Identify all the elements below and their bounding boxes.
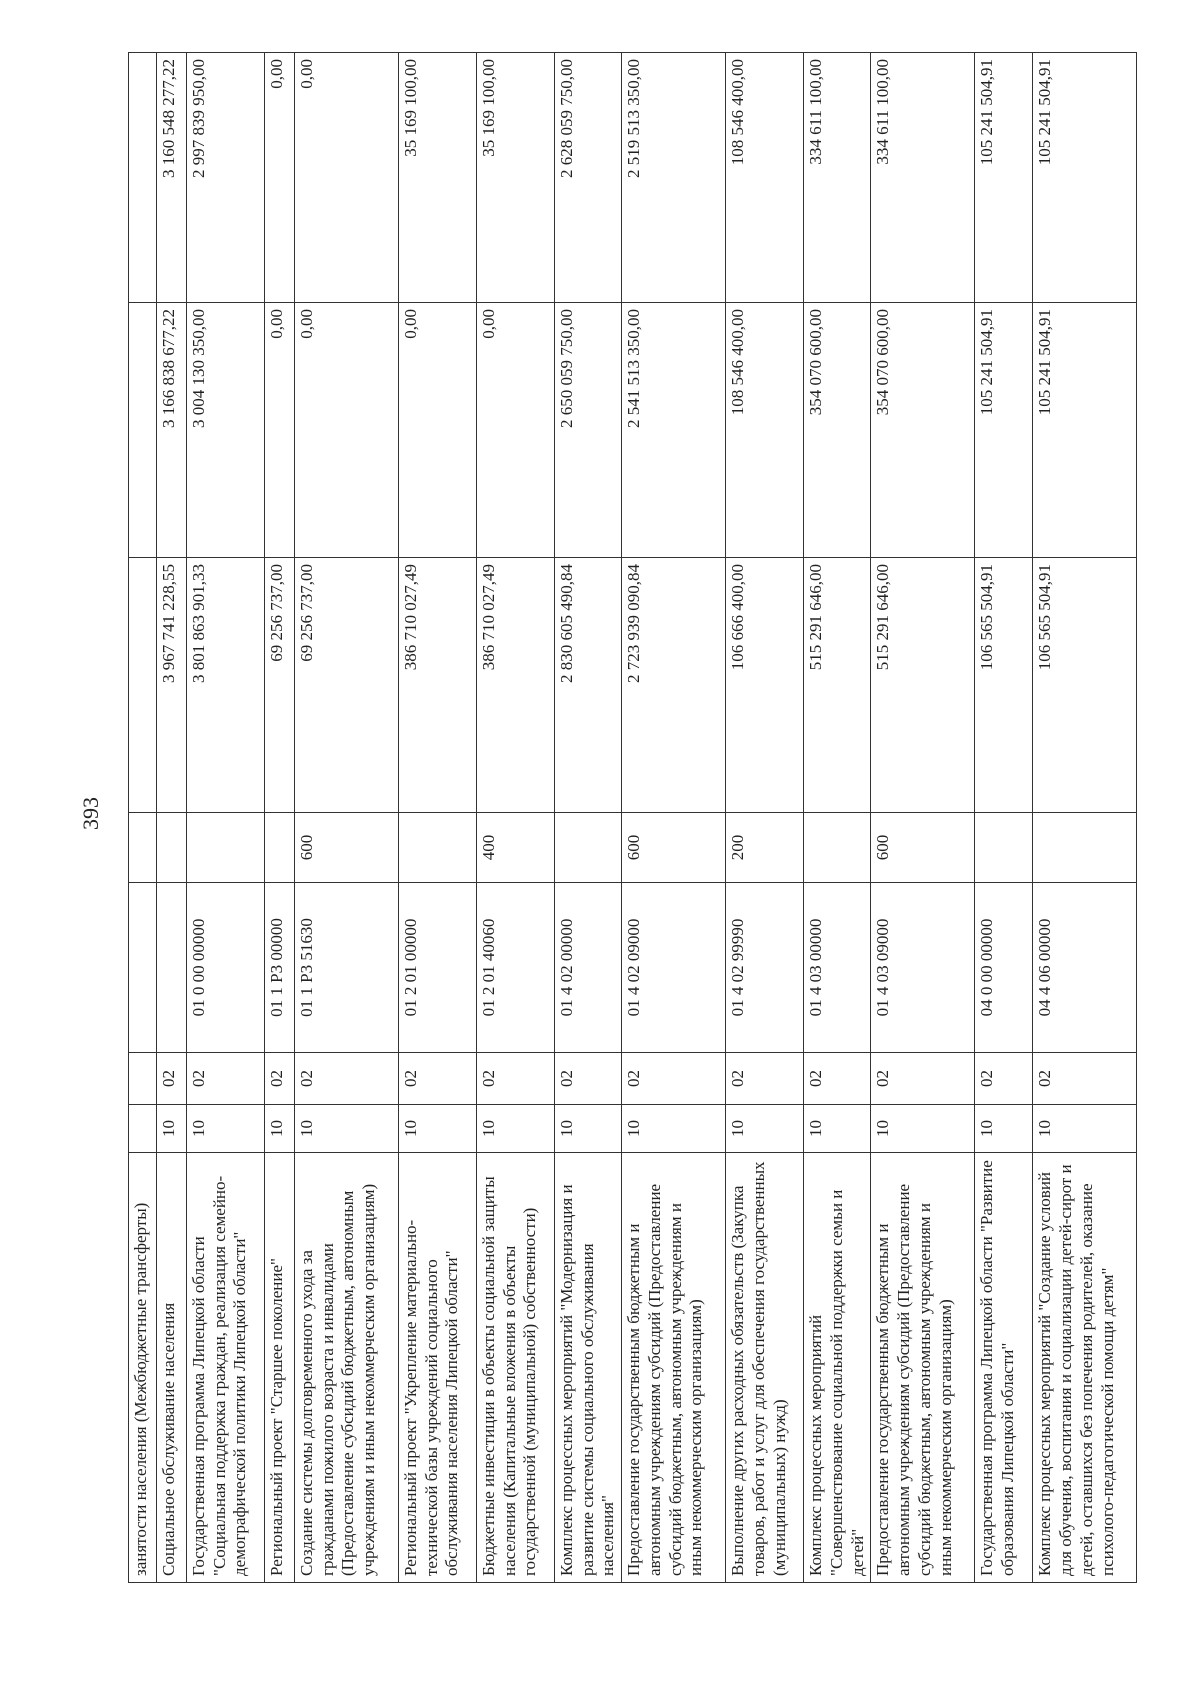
row-name-cell: Региональный проект "Укрепление материально-технической базы учреждений социального обслуживания населения Липецкой области": [399, 1153, 477, 1583]
amount-year-3-cell: 105 241 504,91: [1033, 53, 1137, 303]
section-code-cell: 10: [622, 1105, 726, 1153]
amount-year-2-cell: 0,00: [477, 303, 555, 558]
section-code-cell: 10: [555, 1105, 622, 1153]
section-code-cell: 10: [265, 1105, 295, 1153]
subsection-code-cell: 02: [555, 1053, 622, 1105]
amount-year-3-cell: 2 997 839 950,00: [187, 53, 265, 303]
amount-year-1-cell: 106 565 504,91: [975, 558, 1033, 813]
row-name-cell: Комплекс процессных мероприятий "Модернизация и развитие системы социального обслуживания населения": [555, 1153, 622, 1583]
table-row: [157, 53, 187, 1583]
expense-type-cell: [555, 813, 622, 883]
amount-year-2-cell: [129, 303, 157, 558]
amount-year-2-cell: 354 070 600,00: [871, 303, 975, 558]
amount-year-3-cell: 108 546 400,00: [726, 53, 804, 303]
amount-year-2-cell: 105 241 504,91: [975, 303, 1033, 558]
amount-year-1-cell: 386 710 027,49: [477, 558, 555, 813]
section-code-cell: 10: [399, 1105, 477, 1153]
amount-year-3-cell: 0,00: [265, 53, 295, 303]
amount-year-3-cell: 2 628 059 750,00: [555, 53, 622, 303]
target-article-cell: [157, 883, 187, 1053]
page-number: 393: [78, 797, 103, 830]
target-article-cell: 01 1 Р3 00000: [265, 883, 295, 1053]
subsection-code-cell: 02: [975, 1053, 1033, 1105]
table-row: [187, 53, 265, 1583]
budget-table-container: [128, 53, 1117, 1583]
target-article-cell: 01 4 02 00000: [555, 883, 622, 1053]
target-article-cell: 01 1 Р3 51630: [295, 883, 399, 1053]
amount-year-3-cell: 0,00: [295, 53, 399, 303]
expense-type-cell: 400: [477, 813, 555, 883]
subsection-code-cell: 02: [265, 1053, 295, 1105]
subsection-code-cell: 02: [804, 1053, 871, 1105]
amount-year-1-cell: 515 291 646,00: [871, 558, 975, 813]
target-article-cell: 01 4 02 09000: [622, 883, 726, 1053]
expense-type-cell: [129, 813, 157, 883]
expense-type-cell: 600: [871, 813, 975, 883]
target-article-cell: 01 2 01 40060: [477, 883, 555, 1053]
subsection-code-cell: 02: [726, 1053, 804, 1105]
amount-year-1-cell: 106 565 504,91: [1033, 558, 1137, 813]
subsection-code-cell: 02: [871, 1053, 975, 1105]
table-row: [477, 53, 555, 1583]
amount-year-1-cell: 3 801 863 901,33: [187, 558, 265, 813]
subsection-code-cell: [129, 1053, 157, 1105]
amount-year-3-cell: 105 241 504,91: [975, 53, 1033, 303]
section-code-cell: 10: [187, 1105, 265, 1153]
target-article-cell: 01 4 02 99990: [726, 883, 804, 1053]
expense-type-cell: [399, 813, 477, 883]
amount-year-1-cell: [129, 558, 157, 813]
row-name-cell: Предоставление государственным бюджетным и автономным учреждениям субсидий (Предоставление субсидий бюджетным, автономным учреждениям и иным некоммерческим организациям): [871, 1153, 975, 1583]
subsection-code-cell: 02: [1033, 1053, 1137, 1105]
amount-year-1-cell: 2 830 605 490,84: [555, 558, 622, 813]
amount-year-2-cell: 0,00: [295, 303, 399, 558]
section-code-cell: 10: [477, 1105, 555, 1153]
amount-year-1-cell: 3 967 741 228,55: [157, 558, 187, 813]
expense-type-cell: 600: [622, 813, 726, 883]
expense-type-cell: 600: [295, 813, 399, 883]
row-name-cell: занятости населения (Межбюджетные трансферты): [129, 1153, 157, 1583]
row-name-cell: Выполнение других расходных обязательств (Закупка товаров, работ и услуг для обеспечения государственных (муниципальных) нужд): [726, 1153, 804, 1583]
table-row: [1033, 53, 1137, 1583]
target-article-cell: 04 0 00 00000: [975, 883, 1033, 1053]
section-code-cell: [129, 1105, 157, 1153]
expense-type-cell: [1033, 813, 1137, 883]
section-code-cell: 10: [1033, 1105, 1137, 1153]
amount-year-2-cell: 0,00: [265, 303, 295, 558]
row-name-cell: Комплекс процессных мероприятий "Совершенствование социальной поддержки семьи и детей": [804, 1153, 871, 1583]
amount-year-2-cell: 3 004 130 350,00: [187, 303, 265, 558]
amount-year-1-cell: 386 710 027,49: [399, 558, 477, 813]
amount-year-2-cell: 108 546 400,00: [726, 303, 804, 558]
expense-type-cell: [975, 813, 1033, 883]
amount-year-3-cell: 2 519 513 350,00: [622, 53, 726, 303]
section-code-cell: 10: [871, 1105, 975, 1153]
amount-year-1-cell: 515 291 646,00: [804, 558, 871, 813]
section-code-cell: 10: [975, 1105, 1033, 1153]
row-name-cell: Государственная программа Липецкой области "Социальная поддержка граждан, реализация семейно-демографической политики Липецкой области": [187, 1153, 265, 1583]
row-name-cell: Региональный проект "Старшее поколение": [265, 1153, 295, 1583]
subsection-code-cell: 02: [157, 1053, 187, 1105]
table-row: [726, 53, 804, 1583]
subsection-code-cell: 02: [187, 1053, 265, 1105]
table-row: [622, 53, 726, 1583]
amount-year-2-cell: 2 541 513 350,00: [622, 303, 726, 558]
table-row: [804, 53, 871, 1583]
row-name-cell: Комплекс процессных мероприятий "Создание условий для обучения, воспитания и социализации детей-сирот и детей, оставшихся без попечения родителей, оказание психолого-педагогической помощи детям": [1033, 1153, 1137, 1583]
amount-year-3-cell: [129, 53, 157, 303]
amount-year-2-cell: 354 070 600,00: [804, 303, 871, 558]
amount-year-1-cell: 106 666 400,00: [726, 558, 804, 813]
table-row: [265, 53, 295, 1583]
expense-type-cell: [157, 813, 187, 883]
subsection-code-cell: 02: [295, 1053, 399, 1105]
subsection-code-cell: 02: [477, 1053, 555, 1105]
table-row: [555, 53, 622, 1583]
expense-type-cell: [187, 813, 265, 883]
table-row: [975, 53, 1033, 1583]
expense-type-cell: [804, 813, 871, 883]
subsection-code-cell: 02: [622, 1053, 726, 1105]
section-code-cell: 10: [157, 1105, 187, 1153]
amount-year-1-cell: 69 256 737,00: [265, 558, 295, 813]
table-row: [399, 53, 477, 1583]
section-code-cell: 10: [804, 1105, 871, 1153]
budget-table: [128, 52, 1137, 1583]
amount-year-3-cell: 334 611 100,00: [804, 53, 871, 303]
amount-year-1-cell: 69 256 737,00: [295, 558, 399, 813]
table-row: [129, 53, 157, 1583]
target-article-cell: 01 4 03 09000: [871, 883, 975, 1053]
amount-year-2-cell: 0,00: [399, 303, 477, 558]
target-article-cell: 01 4 03 00000: [804, 883, 871, 1053]
amount-year-2-cell: 3 166 838 677,22: [157, 303, 187, 558]
amount-year-2-cell: 2 650 059 750,00: [555, 303, 622, 558]
target-article-cell: [129, 883, 157, 1053]
row-name-cell: Бюджетные инвестиции в объекты социальной защиты населения (Капитальные вложения в объекты государственной (муниципальной) собственности): [477, 1153, 555, 1583]
section-code-cell: 10: [726, 1105, 804, 1153]
amount-year-3-cell: 334 611 100,00: [871, 53, 975, 303]
amount-year-3-cell: 35 169 100,00: [399, 53, 477, 303]
expense-type-cell: 200: [726, 813, 804, 883]
amount-year-1-cell: 2 723 939 090,84: [622, 558, 726, 813]
target-article-cell: 04 4 06 00000: [1033, 883, 1137, 1053]
row-name-cell: Создание системы долговременного ухода за гражданами пожилого возраста и инвалидами (Предоставление субсидий бюджетным, автономным учреждениям и иным некоммерческим организациям): [295, 1153, 399, 1583]
target-article-cell: 01 0 00 00000: [187, 883, 265, 1053]
target-article-cell: 01 2 01 00000: [399, 883, 477, 1053]
section-code-cell: 10: [295, 1105, 399, 1153]
table-row: [871, 53, 975, 1583]
subsection-code-cell: 02: [399, 1053, 477, 1105]
row-name-cell: Социальное обслуживание населения: [157, 1153, 187, 1583]
row-name-cell: Государственная программа Липецкой области "Развитие образования Липецкой области": [975, 1153, 1033, 1583]
expense-type-cell: [265, 813, 295, 883]
amount-year-3-cell: 35 169 100,00: [477, 53, 555, 303]
table-row: [295, 53, 399, 1583]
amount-year-2-cell: 105 241 504,91: [1033, 303, 1137, 558]
amount-year-3-cell: 3 160 548 277,22: [157, 53, 187, 303]
row-name-cell: Предоставление государственным бюджетным и автономным учреждениям субсидий (Предоставление субсидий бюджетным, автономным учреждениям и иным некоммерческим организациям): [622, 1153, 726, 1583]
